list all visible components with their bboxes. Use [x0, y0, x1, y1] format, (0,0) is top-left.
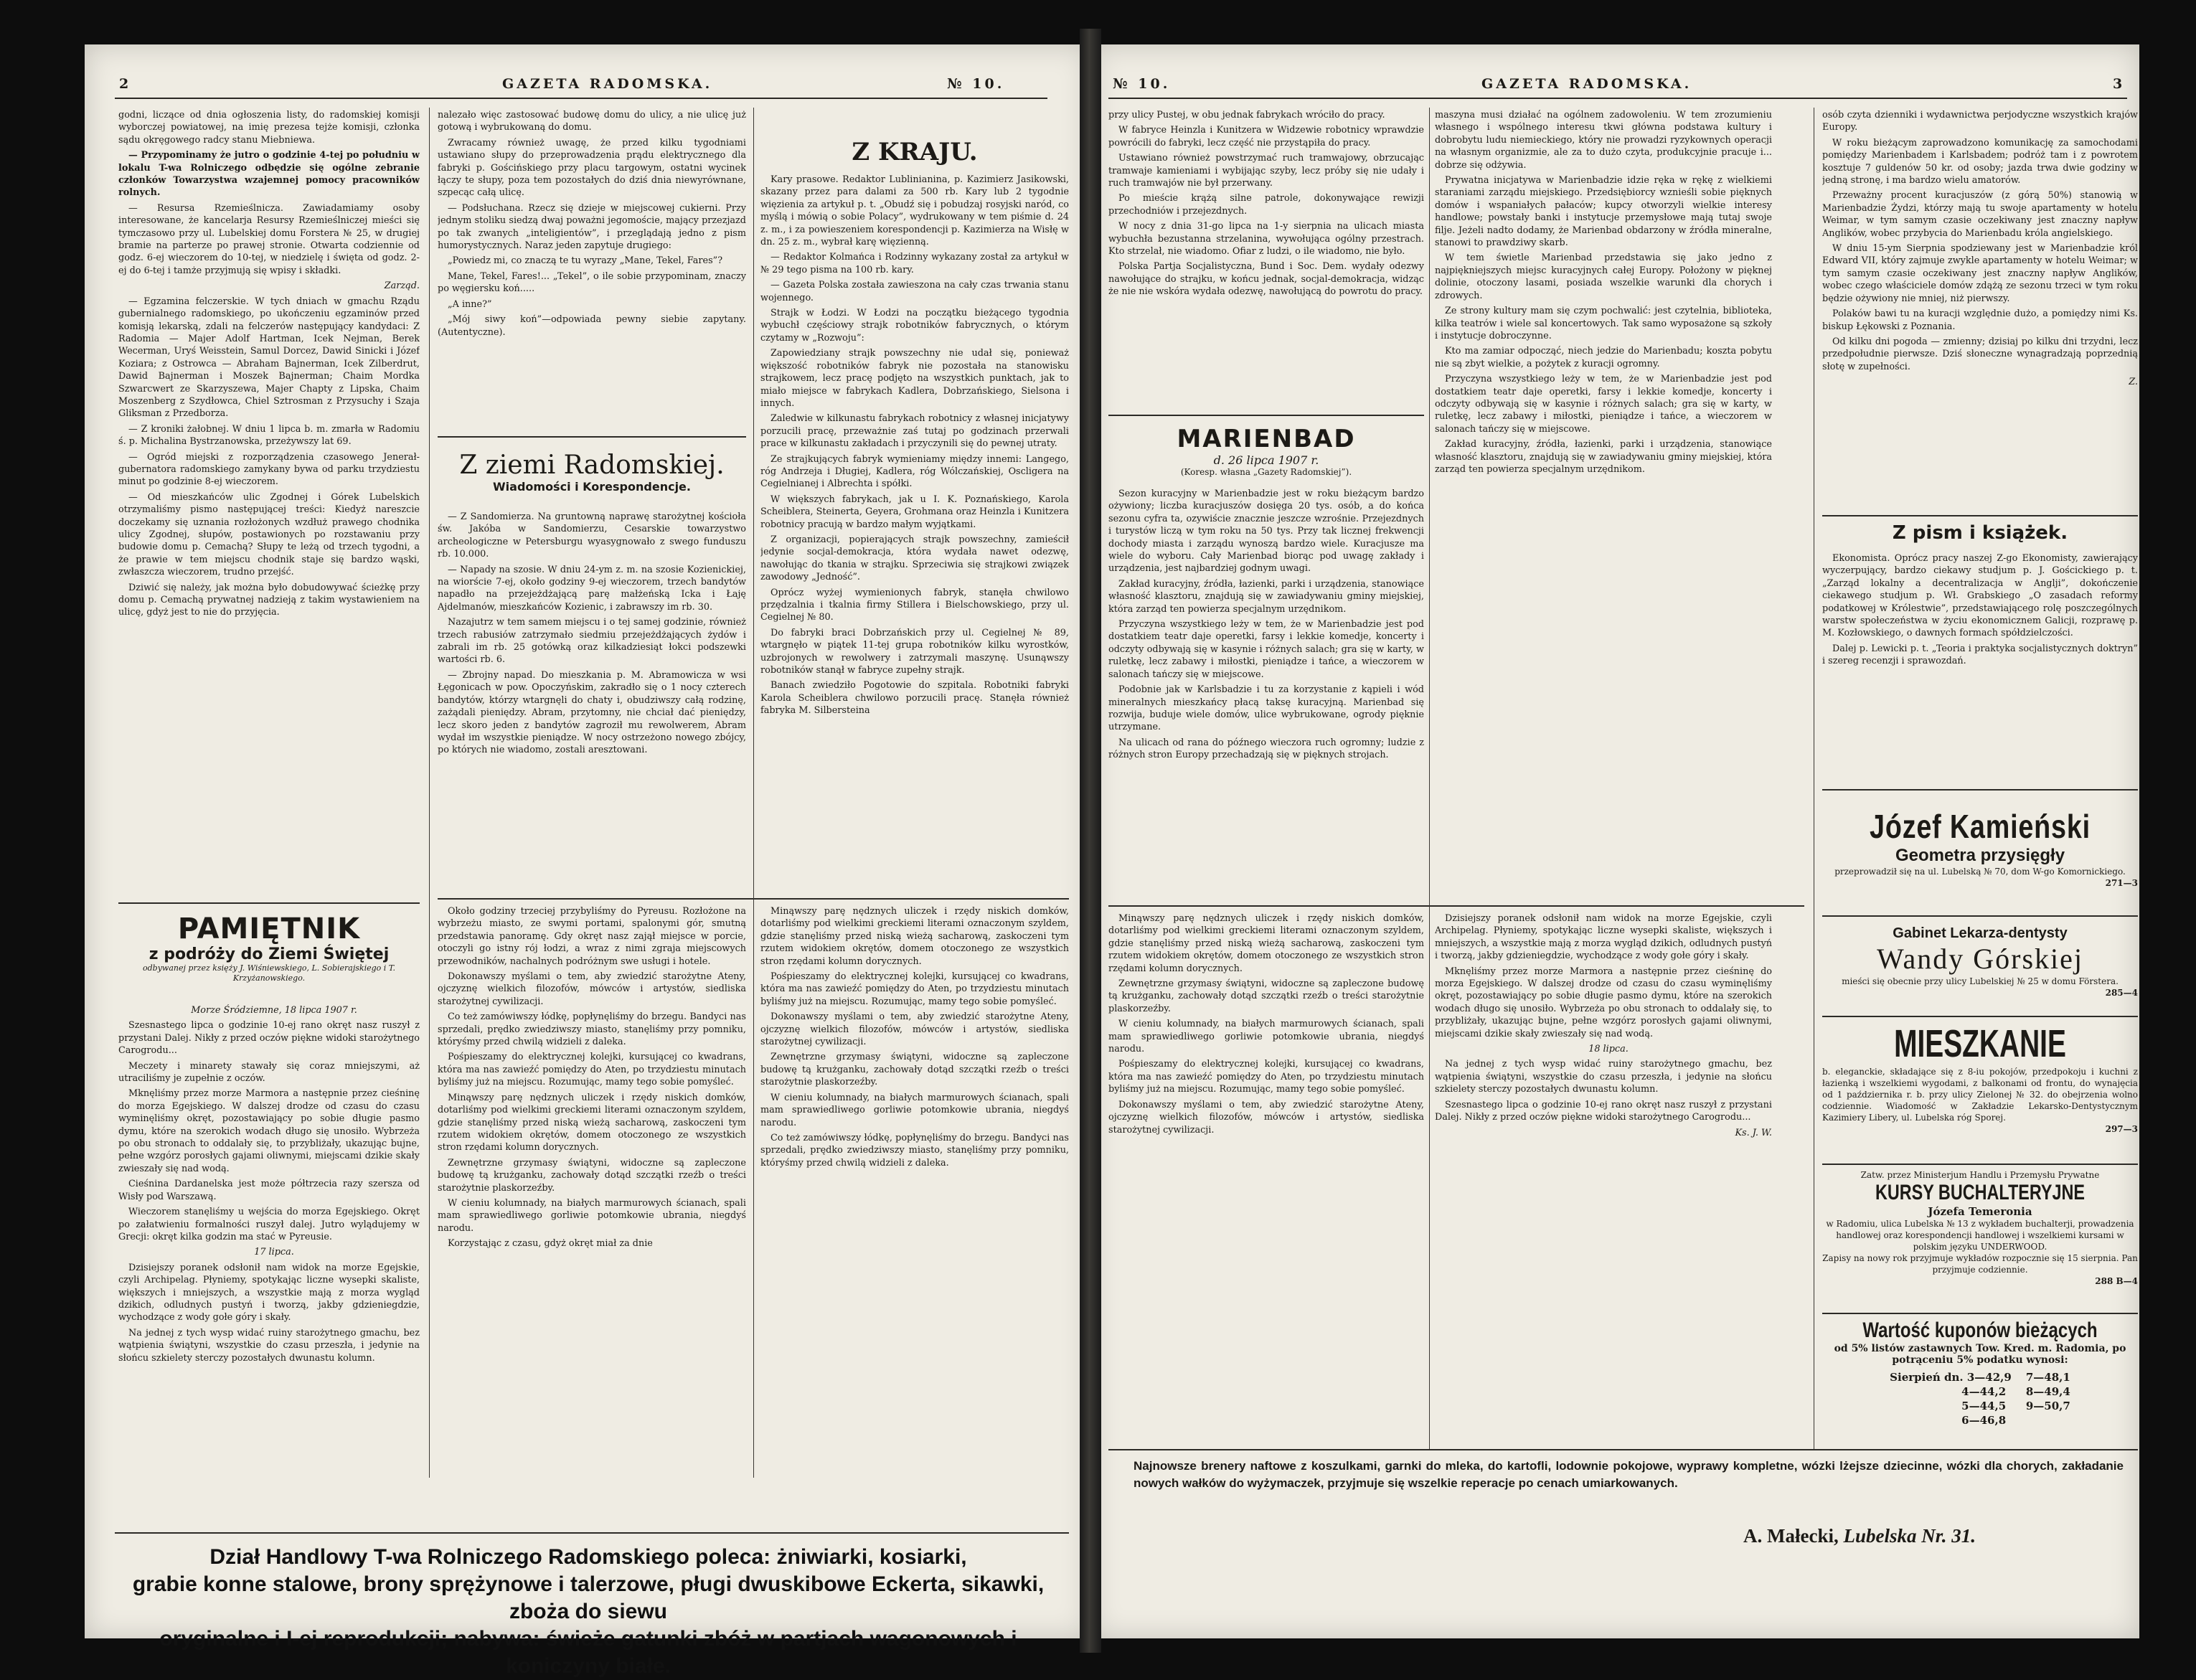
right-column-1-bottom [1108, 912, 1424, 1443]
article-paragraph: Dzisiejszy poranek odsłonił nam widok na morze Egejskie, czyli Archipelag. Płyniemy, spotykając liczne wysepki skaliste, większych i mniejszych, a wszystkie mają z morza wygląd dzikich, odludnych pustyń i tworzą, jakby gdzieniegdzie, wychodzące z wody gołe góry i skały. [118, 1262, 420, 1323]
article-paragraph: W cieniu kolumnady, na białych marmurowych ścianach, spali mam sprawiedliwego gorliwie potomkowie ubrania, niegdyś narodu. [760, 1092, 1069, 1128]
article-paragraph: W fabryce Heinzla i Kunitzera w Widzewie robotnicy wprawdzie powrócili do fabryki, lecz część nie przystąpiła do pracy. [1108, 125, 1424, 148]
left-running-head [115, 72, 1047, 99]
article-paragraph: — Napady na szosie. W dniu 24-ym z. m. na szosie Kozienickiej, na wiorście 7-ej, około godziny 9-ej wieczorem, trzech bandytów napadło na przejeżdżającą parę małżeńską Icka i Łaję Ajdelmanów, mieszkańców Kozienic, i zabrawszy im rb. 30. [438, 564, 746, 613]
course-title: KURSY BUCHALTERYJNE [1875, 1181, 2086, 1204]
column-rule [429, 108, 430, 1478]
article-paragraph: — Podsłuchana. Rzecz się dzieje w miejscowej cukierni. Przy jednym stoliku siedzą dwaj poważni jegomoście, mający przezjazd po tak zwanych „inteligientów”, i przeglądają jedno z pism humorystycznych. Naraz jeden zapytuje drugiego: [438, 202, 746, 252]
signature: Zarząd. [384, 280, 420, 292]
article-paragraph: Co też zamówiwszy łódkę, popłynęliśmy do brzegu. Bandyci nas sprzedali, prędko zwiedziwszy miasto, stanęliśmy przy pomniku, któryśmy przed chwilą widzieli z daleka. [760, 1132, 1069, 1169]
right-running-head [1108, 72, 2127, 99]
ad-code: 271—3 [2105, 878, 2138, 888]
date-line: 18 lipca. [1588, 1044, 1629, 1055]
article-paragraph: Na jednej z tych wysp widać ruiny starożytnego gmachu, bez wątpienia świątyni, wszystkie do czasu przeszła, i jedynie na słońcu szkielety sterczy pozostałych dwunastu kolumn. [118, 1327, 420, 1364]
gutter [1080, 29, 1101, 1653]
right-column-2-top [1435, 109, 1772, 898]
agricultural-ad [108, 1544, 1069, 1680]
article-paragraph: Około godziny trzeciej przybyliśmy do Pyreusu. Rozłożone na wybrzeżu miasto, ze swymi portami, spalonymi gór, smutną przedstawia panoramę. Gdy okręt nasz zajął miejsce w porcie, otoczyli go istny rój łodzi, a wraz z nimi zgraja miejscowych przewodników, nachalnych podróżnym swe usługi i hotele. [438, 906, 746, 967]
article-paragraph: „Powiedz mi, co znaczą te tu wyrazy „Mane, Tekel, Fares”? [448, 255, 723, 267]
article-paragraph: — Gazeta Polska została zawieszona na cały czas trwania stanu wojennego. [760, 280, 1069, 303]
article-paragraph: Wieczorem stanęliśmy u wejścia do morza Egejskiego. Okręt po załatwieniu formalności ruszył dalej. Jutro wylądujemy w Grecji: okręt kilka godzin ma stać w Pyreusie. [118, 1207, 420, 1242]
left-page-number: 2 [119, 76, 132, 92]
article-paragraph: Polaków bawi tu na kuracji względnie dużo, a pomiędzy nimi Ks. biskup Łękowski z Poznania. [1822, 308, 2138, 332]
article-paragraph: Mknęliśmy przez morze Marmora a następnie przez cieśninę do morza Egejskiego. W dalszej drodze od czasu do czasu wyminęliśmy okręt, pozostawiający po sobie długie pasmo dymu, które na szerokich wodach długo się unosiło. Wybrzeża po obu stronach to oddalały się, to przybliżały, ukazując bujne, pełne wzgórz porosłych gajami oliwnymi, miejscami dzikie skały zwieszały się nad wodą. [118, 1088, 420, 1174]
article-paragraph: Przeważny procent kuracjuszów (z górą 50%) stanowią w Marienbadzie Żydzi, którzy mają tu swoje apartamenty w hotelu Weimar, w tym samym czasie oczekiwany jest znaczny napływ Anglików, wobec przybycia do Marienbadu króla angielskiego. [1822, 190, 2138, 239]
article-paragraph: maszyna musi działać na ogólnem zadowoleniu. W tem zrozumieniu własnego i wspólnego interesu tkwi główna podstawa kultury i dobrobytu ludu niemieckiego, który nie prowadzi ryzykownych operacji na własnym organizmie, ale za to dużo czyta, produkcyjnie pracuje i... dobrze się odżywia. [1435, 110, 1772, 171]
article-paragraph: Podobnie jak w Karlsbadzie i tu za korzystanie z kąpieli i wód mineralnych mieszkańcy płacą taksę kuracyjną. Marienbad się rozwija, buduje wiele domów, ulice wybrukowane, ogrody pięknie utrzymane. [1108, 684, 1424, 733]
left-column-3-bottom [760, 905, 1069, 1479]
article-paragraph: Zewnętrzne grzymasy świątyni, widoczne są zapleczone budowę tą krużganku, zachowały dotąd szczątki rzeźb o treści starożytnie plaskorzeźby. [760, 1052, 1069, 1088]
pamietnik-title: PAMIĘTNIK [177, 912, 361, 945]
section-divider [118, 902, 420, 904]
course-permit: Zatw. przez Ministerjum Handlu i Przemysłu Prywatne [1860, 1170, 2100, 1180]
right-column-3-top [1822, 109, 2138, 507]
ad-code: 297—3 [2105, 1124, 2138, 1134]
pamietnik-date: 17 lipca. [254, 1247, 294, 1258]
section-divider [1108, 905, 1804, 907]
article-paragraph: — Egzamina felczerskie. W tych dniach w gmachu Rządu gubernialnego radomskiego, po ukończeniu egzaminów przed komisją lekarską, zdali na felczerów następujący kandydaci: Z Radomia — Majer Adolf Hartman, Icek Nejman, Berek Wecerman, Uryś Weisstein, Samul Dorcez, Dawid Sinicki i Józef Koziara; z Ostrowca — Abraham Bajnerman, Icek Zilberdrut, Dawid Bajnerman i Moszek Bajnerman; Chaim Mordka Szwarcwert ze Skarzyszewa, Majer Chapty z Lipska, Chaim Moszenberg z Szydłowca, Chiel Sztrosman z Przysuchy i Szaja Gliksman z Przedborza. [118, 296, 420, 420]
article-paragraph: Pośpieszamy do elektrycznej kolejki, kursującej co kwadrans, która ma nas zawieźć pomiędzy do Aten, po trzydziestu minutach byliśmy już na miejscu. Rozumując, mamy tego sobie pomyśleć. [1108, 1059, 1424, 1095]
table-cell: 7—48,1 [2025, 1371, 2070, 1384]
article-paragraph: Mane, Tekel, Fares!... „Tekel”, o ile sobie przypominam, znaczy po węgiersku koń..... [438, 270, 746, 295]
course-owner: Józefa Temeronia [1928, 1205, 2032, 1218]
left-column-3 [760, 174, 1069, 895]
article-paragraph: Zwracamy również uwagę, że przed kilku tygodniami ustawiano słupy do przeprowadzenia prądu elektrycznego dla fabryki p. Gościńskiego przy placu targowym, ostatni wycinek łączy te słupy, poza tem pozostałych do dziś dnia niewyrównane, szpecąc całą ulicę. [438, 137, 746, 199]
article-paragraph: Strajk w Łodzi. W Łodzi na początku bieżącego tygodnia wybuchł częściowy strajk robotników fabrycznych, o którym czytamy w „Rozwoju”: [760, 308, 1069, 344]
article-paragraph: Z organizacji, popierających strajk powszechny, zamieścił jedynie socjal-demokracja, która wydała nawet odezwę, nawołując do tkania w strajku. Sprzeciwia się strajkowi związek zawodowy „Jedność”. [760, 534, 1069, 583]
ad-line: oryginalne i I-ej reprodukcji; nabywa: świeże gatunki zbóż w partjach wagonowych i koniczyny białe. [159, 1627, 1017, 1678]
article-paragraph: Szesnastego lipca o godzinie 10-ej rano okręt nasz ruszył z przystani Dalej. Nikły z przed oczów piękne widoki starożytnego Carogrodu... [1435, 1099, 1772, 1123]
article-paragraph: Kto ma zamiar odpocząć, niech jedzie do Marienbadu; koszta pobytu nie są zbyt wielkie, a pożytek z kuracji ogromny. [1435, 346, 1772, 369]
left-header-title: GAZETA RADOMSKA. [502, 76, 713, 92]
article-paragraph: — Zbrojny napad. Do mieszkania p. M. Abramowicza w wsi Łęgonicach w pow. Opoczyńskim, zakradło się o 1 nocy czterech bandytów, którzy wtargnęli do chaty i, obudziwszy całą rodzinę, zażądali pieniędzy. Abram, przytomny, nie chciał dać pieniędzy, lecz skoro jeden z bandytów zagroził mu rewolwerem, Abram wydał im wszystkie pieniądze. W nocy ostrzeżono nowego zbójcy, po których nie wiadomo, zostali aresztowani. [438, 669, 746, 756]
column-rule [1429, 108, 1430, 1449]
article-paragraph: Dalej p. Lewicki p. t. „Teoria i praktyka socjalistycznych doktryn” i szereg recenzji i sprawozdań. [1822, 643, 2138, 667]
section-divider [1822, 515, 2138, 516]
table-row [1882, 1370, 2078, 1384]
right-header-title: GAZETA RADOMSKA. [1481, 76, 1692, 92]
article-paragraph: Ustawiano również powstrzymać ruch tramwajowy, obrzucając tramwaje kamieniami i wybijając szyby, lecz próby się nie udały i ruch tramwajów nie był przerwany. [1108, 153, 1424, 189]
article-paragraph: — Od mieszkańców ulic Zgodnej i Górek Lubelskich otrzymaliśmy pismo następującej treści: Kiedyż nareszcie doczekamy się uznania rozłożonych wzdłuż prawego chodnika ulicy Zgodnej, słupów, postawionych po rozstawaniu przy budowie domu p. Cemachą? Słupy te leżą od trzech tygodni, a że prawie w tem miejscu chodnik staje się bardzo wąski, zwłaszcza wieczorem, trudno przejść. [118, 491, 420, 578]
right-issue-number: № 10. [1113, 76, 1171, 92]
ad-line: Dział Handlowy T-wa Rolniczego Radomskiego poleca: żniwiarki, kosiarki, [209, 1545, 967, 1569]
kamienski-name: Józef Kamieński [1870, 808, 2091, 845]
left-column-2-bottom [438, 905, 746, 1479]
right-column-1-marienbad [1108, 488, 1424, 898]
article-paragraph: W cieniu kolumnady, na białych marmurowych ścianach, spali mam sprawiedliwego gorliwie potomkowie ubrania, niegdyś narodu. [1108, 1019, 1424, 1055]
article-paragraph: W większych fabrykach, jak u I. K. Poznańskiego, Karola Scheiblera, Steinerta, Geyera, Grohmana oraz Heinzla i Kunitzera robotnicy pracują w bardzo małym wyjątkami. [760, 494, 1069, 530]
article-paragraph: Cieśnina Dardanelska jest może półtrzecia razy szersza od Wisły pod Warszawą. [118, 1179, 420, 1202]
article-paragraph: Zapowiedziany strajk powszechny nie udał się, ponieważ większość robotników fabryk nie pozostała na stanowisku strajkowem, lecz pracę podjęto na wszystkich punktach, jak to miało miejsce w fabrykach Kadlera, Dobrzańskiego, Sielsona i innych. [760, 348, 1069, 409]
article-paragraph: Po mieście krążą silne patrole, dokonywające rewizji przechodniów i przejezdnych. [1108, 193, 1424, 217]
article-paragraph: Sezon kuracyjny w Marienbadzie jest w roku bieżącym bardzo ożywiony; liczba kuracjuszów dosięga 20 tys. osób, a do końca sezonu cyfra ta, ozywiście znacznie jeszcze wzrośnie. Przejezdnych i turystów liczą w tym roku na 50 tys. Przy tak licznej frekwencji dochody miasta i zarządu wynoszą bardzo wiele. Kuracjusze ma wiele do wyboru. Cały Marienbad biorąc pod uwagę zakłady i urządzenia, jest najbardziej godnym uwagi. [1108, 489, 1424, 575]
marienbad-date: d. 26 lipca 1907 r. [1213, 453, 1319, 467]
signature: Z. [2129, 377, 2138, 388]
marienbad-byline: (Koresp. własna „Gazety Radomskiej”). [1180, 467, 1352, 477]
section-divider [1108, 415, 1424, 416]
right-column-1-top [1108, 109, 1424, 410]
article-paragraph: Do fabryki braci Dobrzańskich przy ul. Cegielnej № 89, wtargnęło w piątek 11-tej grupa robotników kilku wyrostków, uzbrojonych w rewolwery i zatrzymali maszynę. Usunąwszy robotników stanął w fabryce zupełny strajk. [760, 627, 1069, 676]
article-paragraph: Szesnastego lipca o godzinie 10-ej rano okręt nasz ruszył z przystani Dalej. Nikły z przed oczów piękne widoki starożytnego Carogrodu... [118, 1020, 420, 1057]
table-row [1882, 1384, 2078, 1399]
malecki-address: Lubelska Nr. 31. [1843, 1525, 1976, 1547]
article-paragraph: Co też zamówiwszy łódkę, popłynęliśmy do brzegu. Bandyci nas sprzedali, prędko zwiedziwszy miasto, stanęliśmy przy pomniku, któryśmy przed chwilą widzieli z daleka. [438, 1011, 746, 1048]
pamietnik-subtitle: z podróży do Ziemi Świętej [149, 945, 390, 963]
kamienski-ad [1822, 807, 2138, 889]
dentist-ad [1822, 925, 2138, 999]
left-issue-number: № 10. [947, 76, 1005, 92]
ziemi-subtitle: Wiadomości i Korespondencje. [493, 480, 691, 494]
article-paragraph: Korzystając z czasu, gdyż okręt miał za dnie [448, 1238, 653, 1250]
apartment-body: b. eleganckie, składające się z 8-iu pokojów, przedpokoju i kuchni z łazienką i wszelkiemi wygodami, z balkonami od frontu, do wynajęcia od 1 października r. b. przy ulicy Zielonej № 32. do obejrzenia wolno codziennie. Wiadomość w Zakładzie Lekarsko-Dentystycznym Kazimiery Libery, ul. Lubelska róg Sporej. [1822, 1067, 2138, 1123]
table-cell: 8—49,4 [2025, 1385, 2070, 1398]
coupon-body: od 5% listów zastawnych Tow. Kred. m. Radomia, po potrąceniu 5% podatku wynosi: [1834, 1343, 2126, 1366]
article-paragraph: nalezało więc zastosować budowę domu do ulicy, a nie ulicę już gotową i wybrukowaną do domu. [438, 110, 746, 133]
article-paragraph: — Z Sandomierza. Na gruntowną naprawę starożytnej kościoła św. Jakóba w Sandomierzu, Cesarskie towarzystwo archeologiczne w Petersburgu wyasygnowało z swego funduszu rb. 10.000. [438, 511, 746, 560]
pamietnik-body [118, 1004, 420, 1478]
article-paragraph: godni, liczące od dnia ogłoszenia listy, do radomskiej komisji wyborczej powiatowej, na imię prezesa tejże komisji, członka sądu okręgowego radcy stanu Miebniewa. [118, 110, 420, 146]
ad-code: 288 B—4 [2095, 1276, 2138, 1286]
table-cell: 9—50,7 [2025, 1400, 2070, 1412]
article-paragraph: osób czyta dzienniki i wydawnictwa perjodyczne wszystkich krajów Europy. [1822, 110, 2138, 133]
table-cell: 5—44,5 [1961, 1400, 2007, 1412]
article-paragraph: — Z kroniki żałobnej. W dniu 1 lipca b. m. zmarła w Radomiu ś. p. Michalina Bystrzanowska, przeżywszy lat 69. [118, 423, 420, 448]
article-paragraph: Od kilku dni pogoda — zmienny; dzisiaj po kilku dni trzydni, lecz przedpołudnie pierwsze. Dziś słoneczne wynagradzają poprzednią słotę w zupełności. [1822, 336, 2138, 372]
table-row [1882, 1413, 2078, 1427]
article-paragraph: Banach zwiedziło Pogotowie do szpitala. Robotniki fabryki Karola Scheiblera chwilowo porzucili pracę. Stanęła również fabryka M. Silbersteina [760, 680, 1069, 717]
kamienski-title: Geometra przysięgły [1895, 846, 2065, 865]
article-paragraph: Zaledwie w kilkunastu fabrykach robotnicy z własnej inicjatywy porzucili pracę, przeważnie zaś tutaj po godzinach przerwali prace w kilkunastu zakładach i przyczynili się do pewnej utraty. [760, 413, 1069, 450]
signature: Ks. J. W. [1735, 1127, 1772, 1138]
article-paragraph: — Redaktor Kolmańca i Rodzinny wykazany został za artykuł w № 29 tego pisma na 100 rb. kary. [760, 252, 1069, 275]
ad-line: grabie konne stalowe, brony sprężynowe i talerzowe, pługi dwuskibowe Eckerta, sikawki, zboża do siewu [132, 1572, 1045, 1623]
article-paragraph: Ze strony kultury mam się czym pochwalić: jest czytelnia, biblioteka, kilka teatrów i wiele sal koncertowych. Tak samo wyposażone są szkoły i instytucje dobroczynne. [1435, 306, 1772, 341]
pamietnik-byline: odbywanej przez księży J. Wiśniewskiego, L. Sobierajskiego i T. Krzyżanowskiego. [143, 963, 395, 983]
table-cell: 6—46,8 [1961, 1414, 2007, 1427]
article-paragraph: Ekonomista. Oprócz pracy naszej Z-go Ekonomisty, zawierający wyczerpujący, bardzo ciekawy studjum p. J. Gościckiego p. t. „Zarząd lokalny a decentralizacja w Anglji”, dokończenie ciekawego studjum p. Wł. Grabskiego „O zasadach reformy podatkowej w Królestwie”, przedstawiającego rolę poszczególnych warstw społeczeństwa w życiu ekonomicznem Galicji, rozprawę p. M. Kozłowskiego, o dawnych formach spółdzielczości. [1822, 553, 2138, 639]
section-divider [1822, 1313, 2138, 1314]
malecki-name: A. Małecki, [1743, 1525, 1839, 1547]
article-paragraph: Pośpieszamy do elektrycznej kolejki, kursującej co kwadrans, która ma nas zawieźć pomiędzy do Aten, po trzydziestu minutach byliśmy już na miejscu. Rozumując, mamy tego sobie pomyśleć. [438, 1052, 746, 1088]
article-paragraph: Zakład kuracyjny, źródła, łazienki, parki i urządzenia, stanowiące własność klasztoru, znajdują się w zawiadywaniu gminy miejskiej, która zarząd ten powierza specjalnym urzędnikom. [1435, 439, 1772, 475]
article-paragraph: Kary prasowe. Redaktor Lublinianina, p. Kazimierz Jasikowski, skazany przez para dalami za 500 rb. Kary lub 2 tygodnie więzienia za artykuł p. t. „Obudź się i pobudzaj rosyjski naród, co myślą i mówią o sobie Polacy”, wydrukowany w tem piśmie d. 24 z. m., i za powieszeniem korespondencji p. Kazimierza na Wisłę w dn. 25 z. m., wybrał karę więzienną. [760, 174, 1069, 248]
pamietnik-date: Morze Śródziemne, 18 lipca 1907 r. [191, 1005, 357, 1016]
article-paragraph: Na ulicach od rana do późnego wieczora ruch ogromny; ludzie z różnych stron Europy przechadzają się w pięknych strojach. [1108, 737, 1424, 761]
coupon-values [1822, 1318, 2138, 1427]
section-divider [1108, 1449, 2138, 1450]
pisma-title: Z pism i książek. [1892, 522, 2068, 544]
marienbad-header [1108, 425, 1424, 477]
article-paragraph: Dziwić się należy, jak można było dobudowywać ścieżkę przy domu p. Cemachą prywatnej nadzieją z takim wystawieniem na ulicę, gdyż jest to nie do przyjęcia. [118, 582, 420, 618]
right-column-3-pisma [1822, 552, 2138, 768]
article-paragraph: Mknęliśmy przez morze Marmora a następnie przez cieśninę do morza Egejskiego. W dalszej drodze od czasu do czasu wyminęliśmy okręt, pozostawiający po sobie długie pasmo dymu, które na szerokich wodach długo się unosiło. Wybrzeża po obu stronach to oddalały się, to przybliżały, ukazując bujne, pełne wzgórz porosłych gajami oliwnymi, miejscami dzikie skały zwieszały się nad wodą. [1435, 966, 1772, 1039]
section-divider [1822, 789, 2138, 791]
ad-code: 285—4 [2105, 988, 2138, 998]
malecki-ad-body: Najnowsze brenery naftowe z koszulkami, garnki do mleka, do kartofli, lodownie pokojowe, wyprawy kompletne, wózki lżejsze dziecinne, wózki dla chorych, zakładanie nowych wałków do wyżymaczek, przyjmuje się wszelkie reperacje po cenach umiarkowanych. [1134, 1459, 2124, 1490]
article-paragraph: „A inne?” [448, 298, 492, 310]
article-paragraph: W dniu 15-ym Sierpnia spodziewany jest w Marienbadzie król Edward VII, który zajmuje zwykle apartamenty w hotelu Weimar; w tym samym czasie oczekiwany jest znaczny napływ Anglików, wobec czego właściciele domów zdążą ze sezonu trzeci w tym roku będzie ożywiony nie mniej, niż pierwszy. [1822, 243, 2138, 304]
table-cell [2019, 1413, 2078, 1427]
article-paragraph: Minąwszy parę nędznych uliczek i rzędy niskich domków, dotarliśmy pod wielkimi greckiemi literami oznaczonym szyldem, gdzie stanęliśmy przed niską wieżą sacharową, zaskoczeni tym rzutem widokiem okrętów, domem otoczonego ze wszystkich stron rzędami kolumn dorycznych. [760, 906, 1069, 967]
kamienski-address: przeprowadził się na ul. Lubelską № 70, dom W-go Komornickiego. [1834, 867, 2126, 877]
section-divider [1822, 915, 2138, 917]
article-paragraph: W tem świetle Marienbad przedstawia się jako jedno z najpiękniejszych miejsc kuracyjnych całej Europy. Położony w pięknej dolinie, otoczony lasami, posiada wszelkie warunki dla chorych i zdrowych. [1435, 253, 1772, 301]
apartment-title: MIESZKANIE [1894, 1022, 2066, 1065]
left-column-1 [118, 109, 420, 905]
article-paragraph: W cieniu kolumnady, na białych marmurowych ścianach, spali mam sprawiedliwego gorliwie potomkowie ubrania, niegdyś narodu. [438, 1197, 746, 1234]
course-body: w Radomiu, ulica Lubelska № 13 z wykładem buchalterji, prowadzenia handlowej oraz korespondencji handlowej i wszelkiemi kursami w polskim języku UNDERWOOD. [1826, 1219, 2134, 1252]
pamietnik-header [118, 912, 420, 983]
article-paragraph: Pośpieszamy do elektrycznej kolejki, kursującej co kwadrans, która ma nas zawieźć pomiędzy do Aten, po trzydziestu minutach byliśmy już na miejscu. Rozumując, mamy tego sobie pomyśleć. [760, 971, 1069, 1007]
table-cell: Sierpień dn. 3—42,9 [1890, 1371, 2012, 1384]
article-paragraph: Dokonawszy myślami o tem, aby zwiedzić starożytne Ateny, ojczyznę wielkich filozofów, mówców i artystów, siedliska starożytnej cywilizacji. [760, 1011, 1069, 1048]
section-divider [438, 436, 746, 438]
article-paragraph: Meczety i minarety stawały się coraz mniejszymi, aż utraciliśmy je zupełnie z oczów. [118, 1060, 420, 1085]
article-paragraph: W nocy z dnia 31-go lipca na 1-y sierpnia na ulicach miasta wybuchła bezustanna strzelanina, wywołująca ogólny przestrach. Kto strzelał, nie wiadomo. Ofiar z ludzi, o ile wiadomo, nie było. [1108, 221, 1424, 258]
article-paragraph: W roku bieżącym zaprowadzono komunikację za samochodami pomiędzy Marienbadem i Karlsbadem; podróż tam i z powrotem kosztuje 7 guldenów 50 kr. od osoby; jazda trwa dwie godziny w jedną stronę, i ma bardzo wielu amatorów. [1822, 137, 2138, 187]
section-divider [1822, 1016, 2138, 1017]
dentist-address: mieści się obecnie przy ulicy Lubelskiej № 25 w domu Förstera. [1842, 976, 2119, 986]
article-paragraph: Dokonawszy myślami o tem, aby zwiedzić starożytne Ateny, ojczyznę wielkich filozofów, mówców i artystów, siedliska starożytnej cywilizacji. [438, 971, 746, 1007]
section-divider [115, 1532, 1069, 1534]
malecki-signature [1743, 1525, 1976, 1547]
course-body-2: Zapisy na nowy rok przyjmuje wykładów rozpocznie się 15 sierpnia. Pan przyjmuje codziennie. [1822, 1253, 2138, 1275]
article-paragraph: Prywatna inicjatywa w Marienbadzie idzie ręka w rękę z wielkiemi staraniami zarządu miejskiego. Przedsiębiorcy wznieśli sobie pięknych domów i wspaniałych pałaców; kupcy otworzyli wielkie interesy handlowe; powstały banki i instytucje przemysłowe mają tutaj swoje filje. Jeżeli nadto dodamy, że Marienbad obdarzony w źródła mineralne, stanowi to prawdziwy skarb. [1435, 175, 1772, 249]
article-paragraph: Przyczyna wszystkiego leży w tem, że w Marienbadzie jest pod dostatkiem teatr daje operetki, farsy i lekkie komedje, koncerty i odczyty odbywają się w kasynie i różnych salach; gra się w karty, w ruletkę, lecz zabawy i miłostki, pieniądze i tańce, a wieczorem w salonach tańczy się w miejscowe. [1435, 374, 1772, 435]
apartment-ad [1822, 1021, 2138, 1135]
article-paragraph: „Mój siwy koń”—odpowiada pewny siebie zapytany. (Autentyczne). [438, 314, 746, 338]
coupon-title: Wartość kuponów bieżących [1862, 1318, 2098, 1342]
left-column-2-ziemi [438, 511, 746, 869]
ziemi-title: Z ziemi Radomskiej. [459, 450, 725, 480]
article-paragraph: — Resursa Rzemieślnicza. Zawiadamiamy osoby interesowane, że kancelarja Resursy Rzemieślniczej mieści się tymczasowo przy ul. Lubelskiej domu Forstera № 25, w drugiej bramie na parterze po prawej stronie. Otwarta codziennie od godz. 6-ej wieczorem do 10-tej, w niedzielę i święta od godz. 2-ej do 6-tej i tamże przyjmują się wpisy i składki. [118, 202, 420, 276]
table-cell: 4—44,2 [1961, 1385, 2007, 1398]
article-paragraph: Zewnętrzne grzymasy świątyni, widoczne są zapleczone budowę tą krużganku, zachowały dotąd szczątki rzeźb o treści starożytnie plaskorzeźby. [1108, 978, 1424, 1014]
coupon-table [1882, 1370, 2078, 1427]
article-paragraph: Oprócz wyżej wymienionych fabryk, stanęła chwilowo przędzalnia i tkalnia firmy Stillera i Bielschowskiego, przy ul. Cegielnej № 80. [760, 587, 1069, 623]
table-row [1882, 1399, 2078, 1413]
article-paragraph: Dokonawszy myślami o tem, aby zwiedzić starożytne Ateny, ojczyznę wielkich filozofów, mówców i artystów, siedliska starożytnej cywilizacji. [1108, 1099, 1424, 1136]
section-divider [1822, 1164, 2138, 1165]
article-paragraph: Zakład kuracyjny, źródła, łazienki, parki i urządzenia, stanowiące własność klasztoru, znajdują się w zawiadywaniu gminy miejskiej, która zarząd ten powierza specjalnym urzędnikom. [1108, 578, 1424, 615]
article-paragraph: Na jednej z tych wysp widać ruiny starożytnego gmachu, bez wątpienia świątyni, wszystkie do czasu przeszła, i jedynie na słońcu szkielety sterczy pozostałych dwunastu kolumn. [1435, 1059, 1772, 1095]
article-paragraph: Przyczyna wszystkiego leży w tem, że w Marienbadzie jest pod dostatkiem teatr daje operetki, farsy i lekkie komedje, koncerty i odczyty odbywają się w kasynie i różnych salach; gra się w karty, w ruletkę, lecz zabawy i miłostki, pieniądze i tańce, a wieczorem w salonach tańczy się w miejscowe. [1108, 619, 1424, 680]
dentist-name: Wandy Górskiej [1876, 943, 2084, 975]
kraju-title: Z KRAJU. [852, 138, 978, 166]
article-paragraph: Dzisiejszy poranek odsłonił nam widok na morze Egejskie, czyli Archipelag. Płyniemy, spotykając liczne wysepki skaliste, większych i mniejszych, a wszystkie mają z morza wygląd dzikich, odludnych pustyń i tworzą, jakby gdzieniegdzie, wychodzące z wody gołe góry i skały. [1435, 913, 1772, 962]
right-column-2-bottom [1435, 912, 1772, 1443]
article-paragraph: przy ulicy Pustej, w obu jednak fabrykach wróciło do pracy. [1108, 110, 1385, 121]
dentist-head: Gabinet Lekarza-dentysty [1893, 925, 2068, 941]
article-paragraph: Polska Partja Socjalistyczna, Bund i Soc. Dem. wydały odezwy nawołujące do strajku, w końcu jednak, socjal-demokracja, widząc że nie nie wskóra wydała odezwę, nawołującą do powrotu do pracy. [1108, 261, 1424, 298]
article-paragraph: Zewnętrzne grzymasy świątyni, widoczne są zapleczone budowę tą krużganku, zachowały dotąd szczątki rzeźb o treści starożytnie plaskorzeźby. [438, 1157, 746, 1194]
ziemi-header [438, 450, 746, 494]
article-paragraph: Minąwszy parę nędznych uliczek i rzędy niskich domków, dotarliśmy pod wielkimi greckiemi literami oznaczonym szyldem, gdzie stanęliśmy przed niską wieżą sacharową, zaskoczeni tym rzutem widokiem okrętów, domem otoczonego ze wszystkich stron rzędami kolumn dorycznych. [1108, 913, 1424, 974]
marienbad-title: MARIENBAD [1177, 425, 1356, 453]
bookkeeping-course-ad [1822, 1169, 2138, 1287]
article-paragraph: — Ogród miejski z rozporządzenia czasowego Jenerał-gubernatora radomskiego zamykany bywa od parku trzydziestu minut po godzinie 8-ej wieczorem. [118, 451, 420, 488]
article-paragraph: Ze strajkujących fabryk wymieniamy między innemi: Langego, róg Andrzeja i Długiej, Kadlera, róg Wólczańskiej, Oscligera na Cegielnianej i Albrechta i spółki. [760, 453, 1069, 490]
article-paragraph: Minąwszy parę nędznych uliczek i rzędy niskich domków, dotarliśmy pod wielkimi greckiemi literami oznaczonym szyldem, gdzie stanęliśmy przed niską wieżą sacharową, zaskoczeni tym rzutem widokiem okrętów, domem otoczonego ze wszystkich stron rzędami kolumn dorycznych. [438, 1092, 746, 1153]
column-rule [753, 108, 754, 1478]
article-paragraph: — Przypominamy że jutro o godzinie 4-tej po południu w lokalu T-wa Rolniczego odbędzie się ogólne zebranie członków Towarzystwa wzajemnej pomocy pracowników rolnych. [118, 150, 420, 199]
left-column-2-top [438, 109, 746, 428]
article-paragraph: Nazajutrz w tem samem miejscu i o tej samej godzinie, również trzech rabusiów zatrzymało siedmiu przejeżdżających żydów i zabrali im rb. 25 gotówką oraz kilkadziesiąt łokci podszewki wartości rb. 6. [438, 617, 746, 666]
right-page-number: 3 [2113, 76, 2126, 92]
